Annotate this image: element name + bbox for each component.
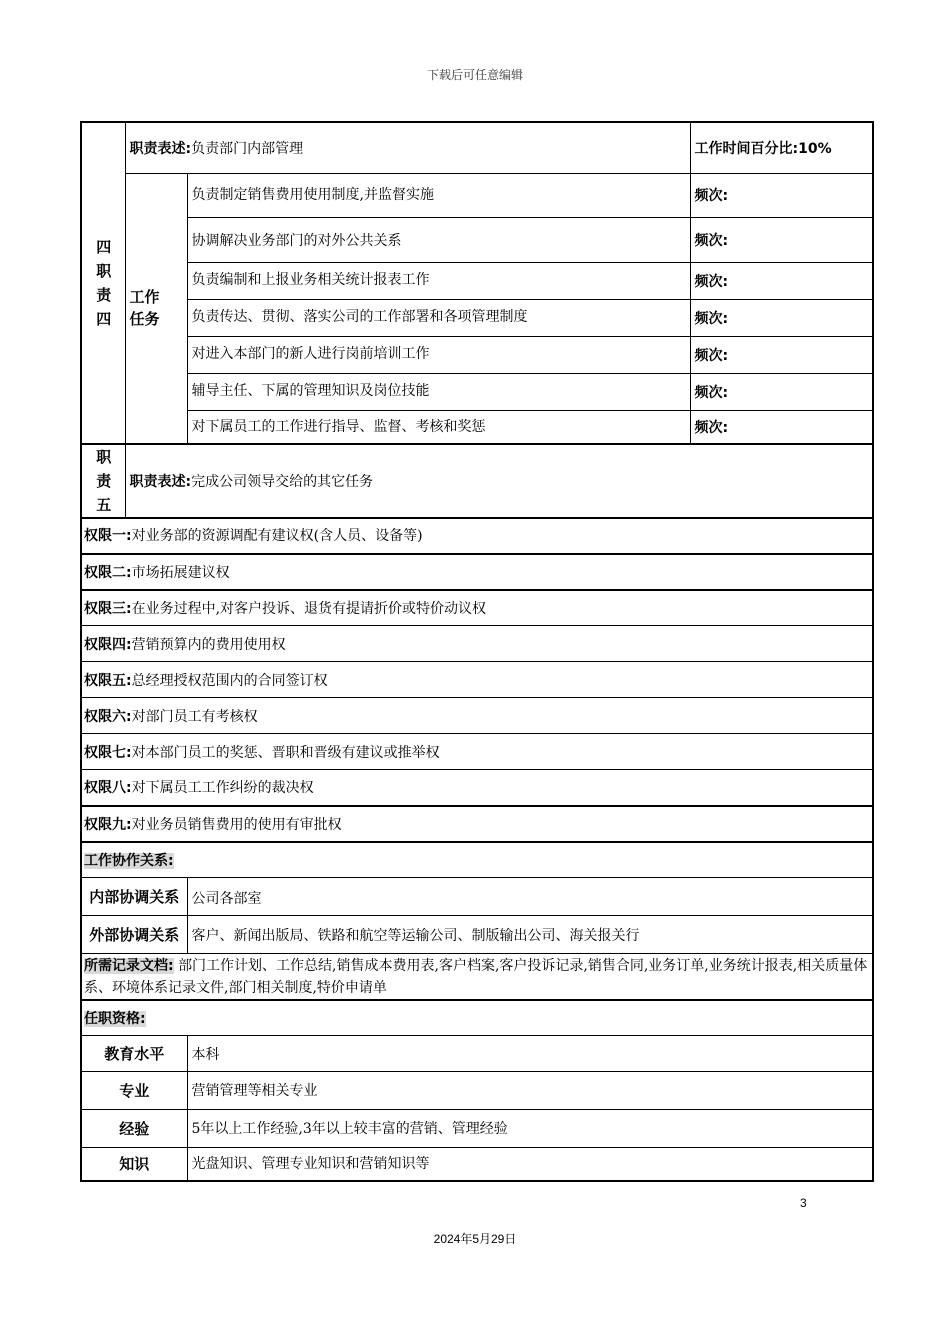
qualification-label: 知识 [81,1147,187,1181]
qualification-label: 专业 [81,1071,187,1109]
qualification-value: 光盘知识、管理专业知识和营销知识等 [187,1147,873,1181]
duty5-desc [125,444,873,518]
authority-row: 权限八:对下属员工工作纠纷的裁决权 [81,770,873,806]
qualification-value: 营销管理等相关专业 [187,1071,873,1109]
external-coordination-label: 外部协调关系 [81,916,187,954]
task-freq: 频次: [690,217,873,262]
duty5-desc-text: 完成公司领导交给的其它任务 [191,474,374,490]
authority-row: 权限九:对业务员销售费用的使用有审批权 [81,806,873,842]
task-item: 负责编制和上报业务相关统计报表工作 [187,262,690,299]
task-item: 负责传达、贯彻、落实公司的工作部署和各项管理制度 [187,299,690,336]
qualification-label: 经验 [81,1109,187,1147]
duty5-desc-label: 职责表述: [129,474,192,490]
task-freq: 频次: [690,262,873,299]
page-number: 3 [800,1196,807,1210]
qualification-value: 5年以上工作经验,3年以上较丰富的营销、管理经验 [187,1109,873,1147]
internal-coordination-text: 公司各部室 [187,878,873,916]
duty4-desc-label: 职责表述: [129,140,192,157]
header-note: 下载后可任意编辑 [426,68,523,82]
qualifications-heading: 任职资格: [81,1000,873,1035]
task-freq: 频次: [690,173,873,217]
authority-row: 权限二:市场拓展建议权 [81,554,873,590]
tasks-label: 工作任务 [125,173,187,444]
footer-date: 2024年5月29日 [433,1232,517,1246]
authority-row: 权限六:对部门员工有考核权 [81,698,873,734]
external-coordination-text: 客户、新闻出版局、铁路和航空等运输公司、制版输出公司、海关报关行 [187,916,873,954]
task-item: 协调解决业务部门的对外公共关系 [187,217,690,262]
task-freq: 频次: [690,410,873,444]
duty4-time-pct: 工作时间百分比:10% [690,122,873,173]
task-freq: 频次: [690,336,873,373]
task-item: 对进入本部门的新人进行岗前培训工作 [187,336,690,373]
duties-table [80,121,874,519]
coordination-heading: 工作协作关系: [81,842,873,878]
authority-row: 权限四:营销预算内的费用使用权 [81,626,873,662]
records-text: 部门工作计划、工作总结,销售成本费用表,客户档案,客户投诉记录,销售合同,业务订单,业务统计报表,相关质量体系、环境体系记录文件,部门相关制度,特价申请单 [84,958,868,996]
duty4-desc-text: 负责部门内部管理 [191,140,304,157]
qualification-label: 教育水平 [81,1035,187,1071]
task-item: 负责制定销售费用使用制度,并监督实施 [187,173,690,217]
task-freq: 频次: [690,373,873,410]
internal-coordination-label: 内部协调关系 [81,878,187,916]
authority-row: 权限七:对本部门员工的奖惩、晋职和晋级有建议或推举权 [81,734,873,770]
records-row [81,954,873,1001]
authority-row: 权限一:对业务部的资源调配有建议权(含人员、设备等) [81,518,873,554]
authority-table [80,517,874,1182]
authority-row: 权限三:在业务过程中,对客户投诉、退货有提请折价或特价动议权 [81,590,873,626]
records-label: 所需记录文档: [84,958,174,974]
duty5-section-label: 职责五 [81,444,125,518]
duty4-section-label: 四职责四 [81,122,125,444]
task-item: 辅导主任、下属的管理知识及岗位技能 [187,373,690,410]
authority-row: 权限五:总经理授权范围内的合同签订权 [81,662,873,698]
task-item: 对下属员工的工作进行指导、监督、考核和奖惩 [187,410,690,444]
qualification-value: 本科 [187,1035,873,1071]
task-freq: 频次: [690,299,873,336]
duty4-desc [125,122,690,173]
